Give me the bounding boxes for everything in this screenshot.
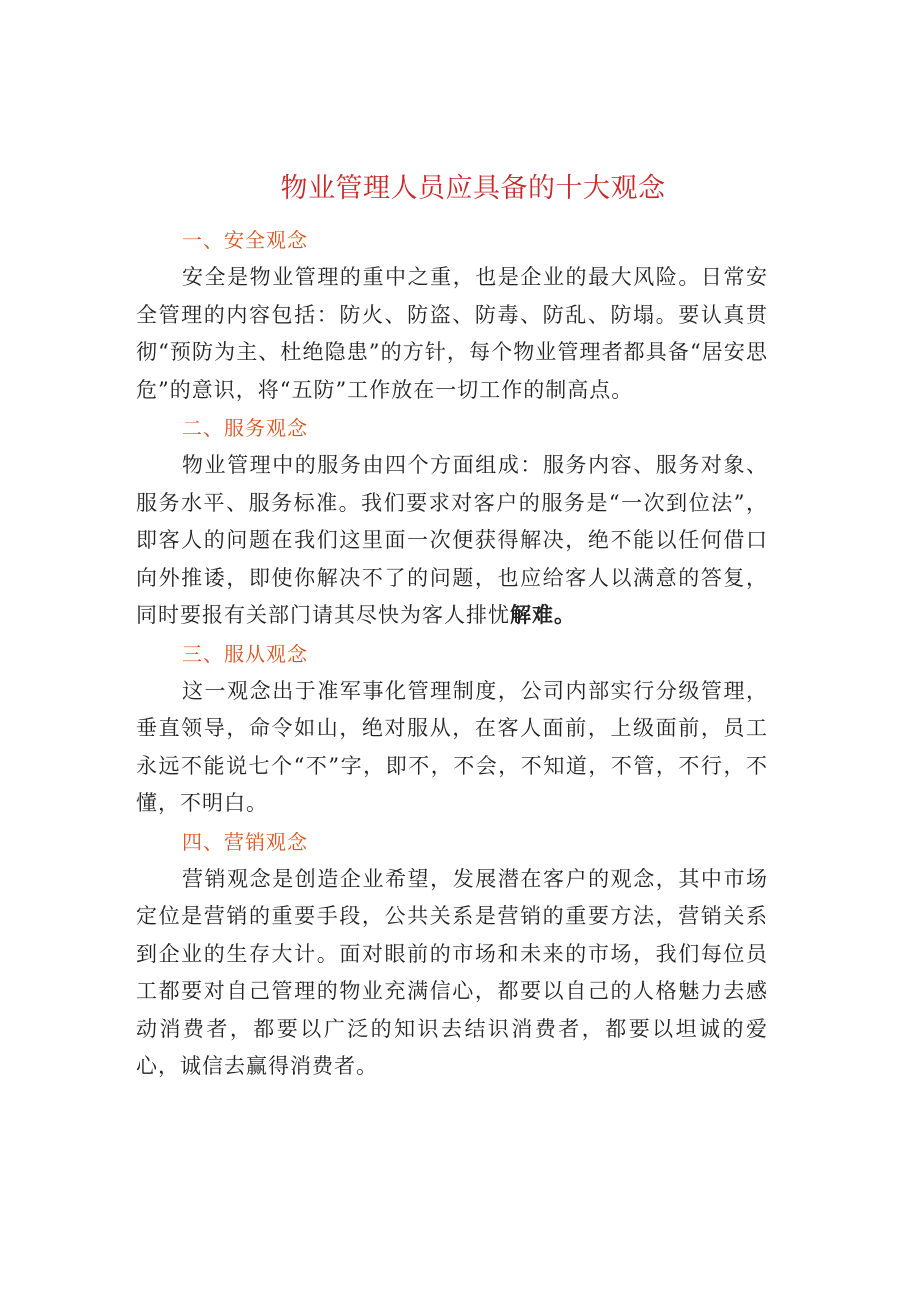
section-heading: 二、服务观念	[182, 416, 308, 440]
section-paragraph: 安全是物业管理的重中之重，也是企业的最大风险。日常安全管理的内容包括：防火、防盗、防毒、防乱、防塌。要认真贯彻“预防为主、杜绝隐患”的方针，每个物业管理者都具备“居安思危”的意识，将“五防”工作放在一切工作的制高点。	[136, 265, 768, 402]
paragraph-bold-text: 解难。	[510, 603, 576, 627]
section-paragraph	[136, 447, 768, 635]
section-heading: 一、安全观念	[182, 228, 308, 252]
document-body	[136, 221, 768, 1086]
section-heading: 四、营销观念	[182, 829, 308, 854]
document-title: 物业管理人员应具备的十大观念	[280, 173, 666, 204]
section-heading: 三、服从观念	[182, 641, 308, 666]
paragraph-text: 物业管理中的服务由四个方面组成：服务内容、服务对象、服务水平、服务标准。我们要求对客户的服务是“一次到位法”，即客人的问题在我们这里面一次便获得解决，绝不能以任何借口向外推诿，即使你解决不了的问题，也应给客人以满意的答复，同时要报有关部门请其尽快为客人排忧	[136, 453, 768, 627]
section-safety	[136, 221, 768, 409]
section-service	[136, 409, 768, 635]
section-paragraph: 这一观念出于准军事化管理制度，公司内部实行分级管理，垂直领导，命令如山，绝对服从，在客人面前，上级面前，员工永远不能说七个“不”字，即不，不会，不知道，不管，不行，不懂，不明白。	[136, 678, 768, 815]
section-paragraph: 营销观念是创造企业希望，发展潜在客户的观念，其中市场定位是营销的重要手段，公共关系是营销的重要方法，营销关系到企业的生存大计。面对眼前的市场和未来的市场，我们每位员工都要对自己管理的物业充满信心，都要以自己的人格魅力去感动消费者，都要以广泛的知识去结识消费者，都要以坦诚的爱心，诚信去赢得消费者。	[136, 866, 768, 1078]
section-marketing	[136, 823, 768, 1086]
section-obedience	[136, 635, 768, 823]
